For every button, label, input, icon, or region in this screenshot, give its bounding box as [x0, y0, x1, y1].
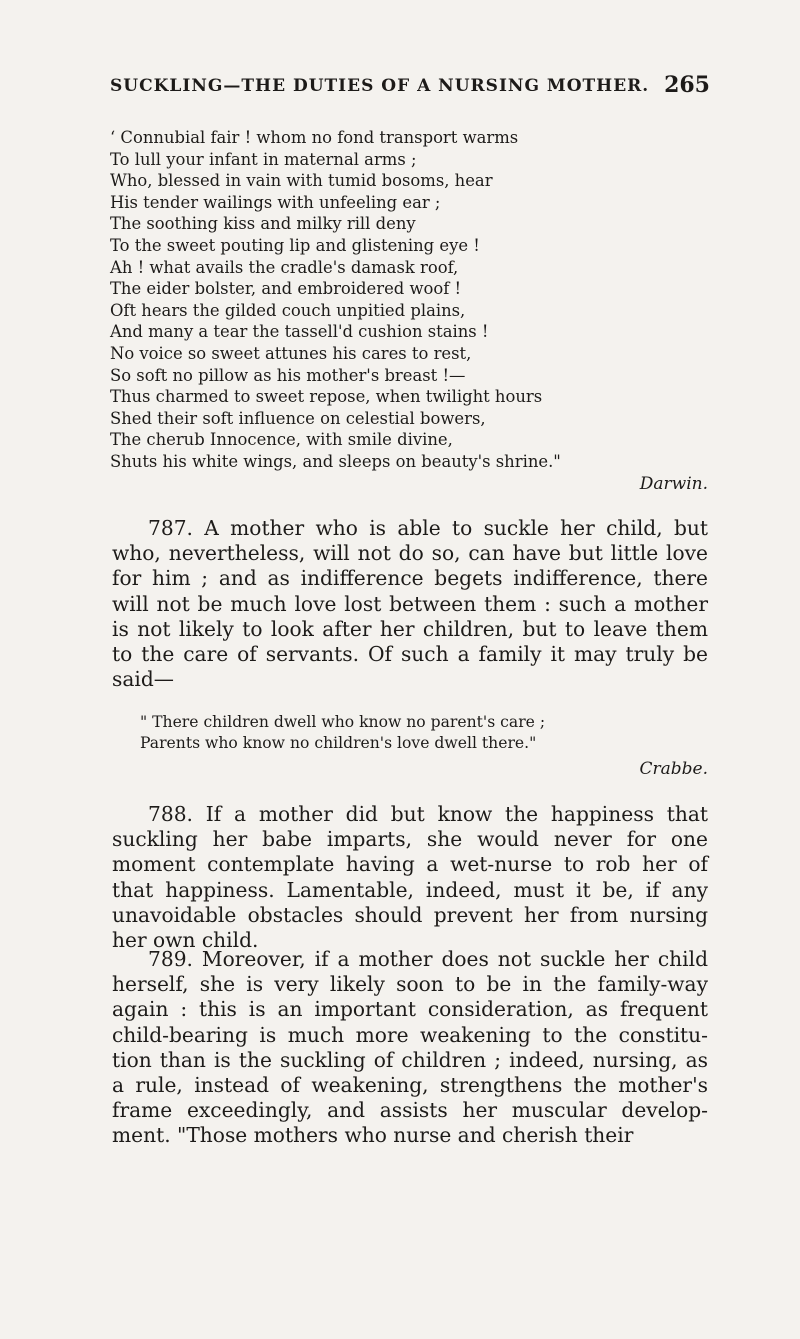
- poem-line: Thus charmed to sweet repose, when twilight hours: [110, 387, 543, 407]
- page-number: 265: [664, 72, 710, 98]
- poem-line: His tender wailings with unfeeling ear ;: [110, 192, 441, 212]
- quote-attribution: Crabbe.: [639, 759, 708, 779]
- poem-line: The eider bolster, and embroidered woof !: [110, 279, 462, 299]
- poem-block: [110, 127, 710, 473]
- quote-line: " There children dwell who know no parent's care ;: [140, 713, 546, 731]
- poem-attribution: Darwin.: [639, 474, 708, 494]
- running-title: SUCKLING—THE DUTIES OF A NURSING MOTHER.: [110, 76, 650, 96]
- paragraph-787: 787. A mother who is able to suckle her child, but who, nevertheless, will not do so, can have but little love for him ; and as indifference begets indifference, there will not be much love lost between them : such a mother is not likely to look after her children, but to leave them to the care of servants. Of such a family it may truly be said—: [112, 516, 708, 692]
- poem-line: To lull your infant in maternal arms ;: [110, 149, 417, 169]
- paragraph-788: 788. If a mother did but know the happiness that suckling her babe imparts, she would never for one moment contemplate having a wet-nurse to rob her of that happiness. Lamentable, indeed, must it be, if any unavoidable obstacles should prevent her from nursing her own child.: [112, 802, 708, 953]
- poem-line: ‘ Connubial fair ! whom no fond transport warms: [110, 128, 519, 147]
- poem-line: Ah ! what avails the cradle's damask roof,: [110, 257, 459, 277]
- poem-line: The soothing kiss and milky rill deny: [110, 214, 416, 234]
- poem-line: The cherub Innocence, with smile divine,: [110, 430, 453, 450]
- poem-line: Who, blessed in vain with tumid bosoms, hear: [110, 171, 493, 191]
- poem-line: So soft no pillow as his mother's breast !—: [110, 365, 466, 385]
- poem-line: Shed their soft influence on celestial bowers,: [110, 408, 486, 428]
- running-header: [110, 72, 710, 98]
- quote-line: Parents who know no children's love dwell there.": [140, 734, 537, 752]
- poem-line: Shuts his white wings, and sleeps on beauty's shrine.": [110, 451, 561, 471]
- paragraph-789: 789. Moreover, if a mother does not suckle her child herself, she is very likely soon to be in the family-way again : this is an important consideration, as frequent child-bearing is much more weakening to the constitu- tion than is the suckling of children ; indeed, nursing, as a rule, instead of weakening, strengthens the mother's frame exceedingly, and assists her muscular develop- ment. "Those mothers who nurse and cherish their: [112, 947, 708, 1148]
- quote-block: [140, 712, 700, 754]
- poem-line: Oft hears the gilded couch unpitied plains,: [110, 300, 466, 320]
- poem-line: To the sweet pouting lip and glistening eye !: [110, 235, 480, 255]
- poem-line: And many a tear the tassell'd cushion stains !: [110, 322, 489, 342]
- poem-line: No voice so sweet attunes his cares to rest,: [110, 343, 472, 363]
